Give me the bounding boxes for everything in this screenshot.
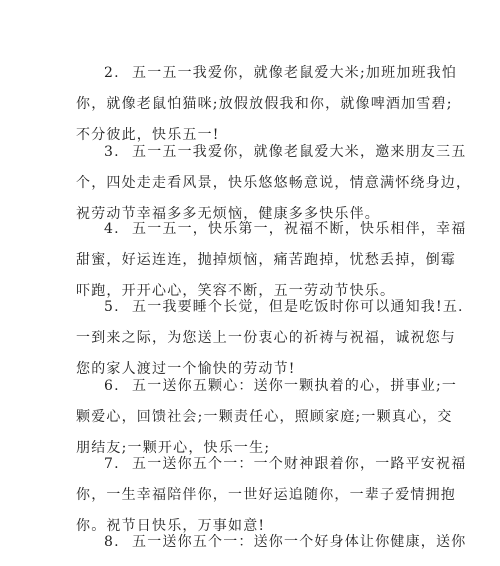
paragraph-line xyxy=(76,137,467,168)
paragraph-line: 你，就像老鼠怕猫咪;放假放假我和你，就像啤酒加雪碧; xyxy=(76,96,453,112)
paragraph-line: 祝劳动节幸福多多无烦恼，健康多多快乐伴。 xyxy=(76,206,380,222)
paragraph-line xyxy=(76,292,464,323)
paragraph-number: 5. xyxy=(104,299,120,315)
paragraph-number: 8. xyxy=(104,534,120,550)
paragraph-line xyxy=(76,371,458,402)
paragraph-line: 你，一生幸福陪伴你，一世好运追随你，一辈子爱情拥抱 xyxy=(76,487,456,503)
line-text: 五一五一我爱你，就像老鼠爱大米，邀来朋友三五 xyxy=(132,144,467,160)
paragraph-number: 3. xyxy=(104,144,120,160)
paragraph-line: 你。祝节日快乐，万事如意! xyxy=(76,518,266,534)
paragraph-8 xyxy=(76,527,467,558)
paragraph-line: 朋结友;一颗开心，快乐一生; xyxy=(76,440,271,456)
paragraph-line: 一到来之际，为您送上一份衷心的祈祷与祝福，诚祝您与 xyxy=(76,330,456,346)
paragraph-line xyxy=(76,449,467,480)
line-text: 五一五一，快乐第一，祝福不断，快乐相伴，幸福 xyxy=(132,221,467,237)
paragraph-line xyxy=(76,527,467,558)
paragraph-line: 个，四处走走看风景，快乐悠悠畅意说，情意满怀绕身边， xyxy=(76,175,472,191)
paragraph-line: 不分彼此，快乐五一! xyxy=(76,127,220,143)
paragraph-number: 2. xyxy=(104,65,120,81)
paragraph-number: 4. xyxy=(104,221,120,237)
line-text: 五一五一我爱你，就像老鼠爱大米;加班加班我怕 xyxy=(132,65,458,81)
paragraph-line xyxy=(76,58,458,89)
paragraph-line: 您的家人渡过一个愉快的劳动节! xyxy=(76,361,296,377)
paragraph-line: 颗爱心，回馈社会;一颗责任心，照顾家庭;一颗真心，交 xyxy=(76,409,453,425)
paragraph-line xyxy=(76,214,467,245)
paragraph-line: 吓跑，开开心心，笑容不断，五一劳动节快乐。 xyxy=(76,283,396,299)
paragraph-number: 6. xyxy=(104,378,120,394)
line-text: 五一送你五个一：送你一个好身体让你健康，送你 xyxy=(132,534,467,550)
line-text: 五一我要睡个长觉，但是吃饭时你可以通知我!五. xyxy=(132,299,464,315)
paragraph-number: 7. xyxy=(104,456,120,472)
paragraph-line: 甜蜜，好运连连，抛掉烦恼，痛苦跑掉，忧愁丢掉，倒霉 xyxy=(76,252,456,268)
line-text: 五一送你五个一：一个财神跟着你，一路平安祝福 xyxy=(132,456,467,472)
line-text: 五一送你五颗心：送你一颗执着的心，拼事业;一 xyxy=(132,378,458,394)
